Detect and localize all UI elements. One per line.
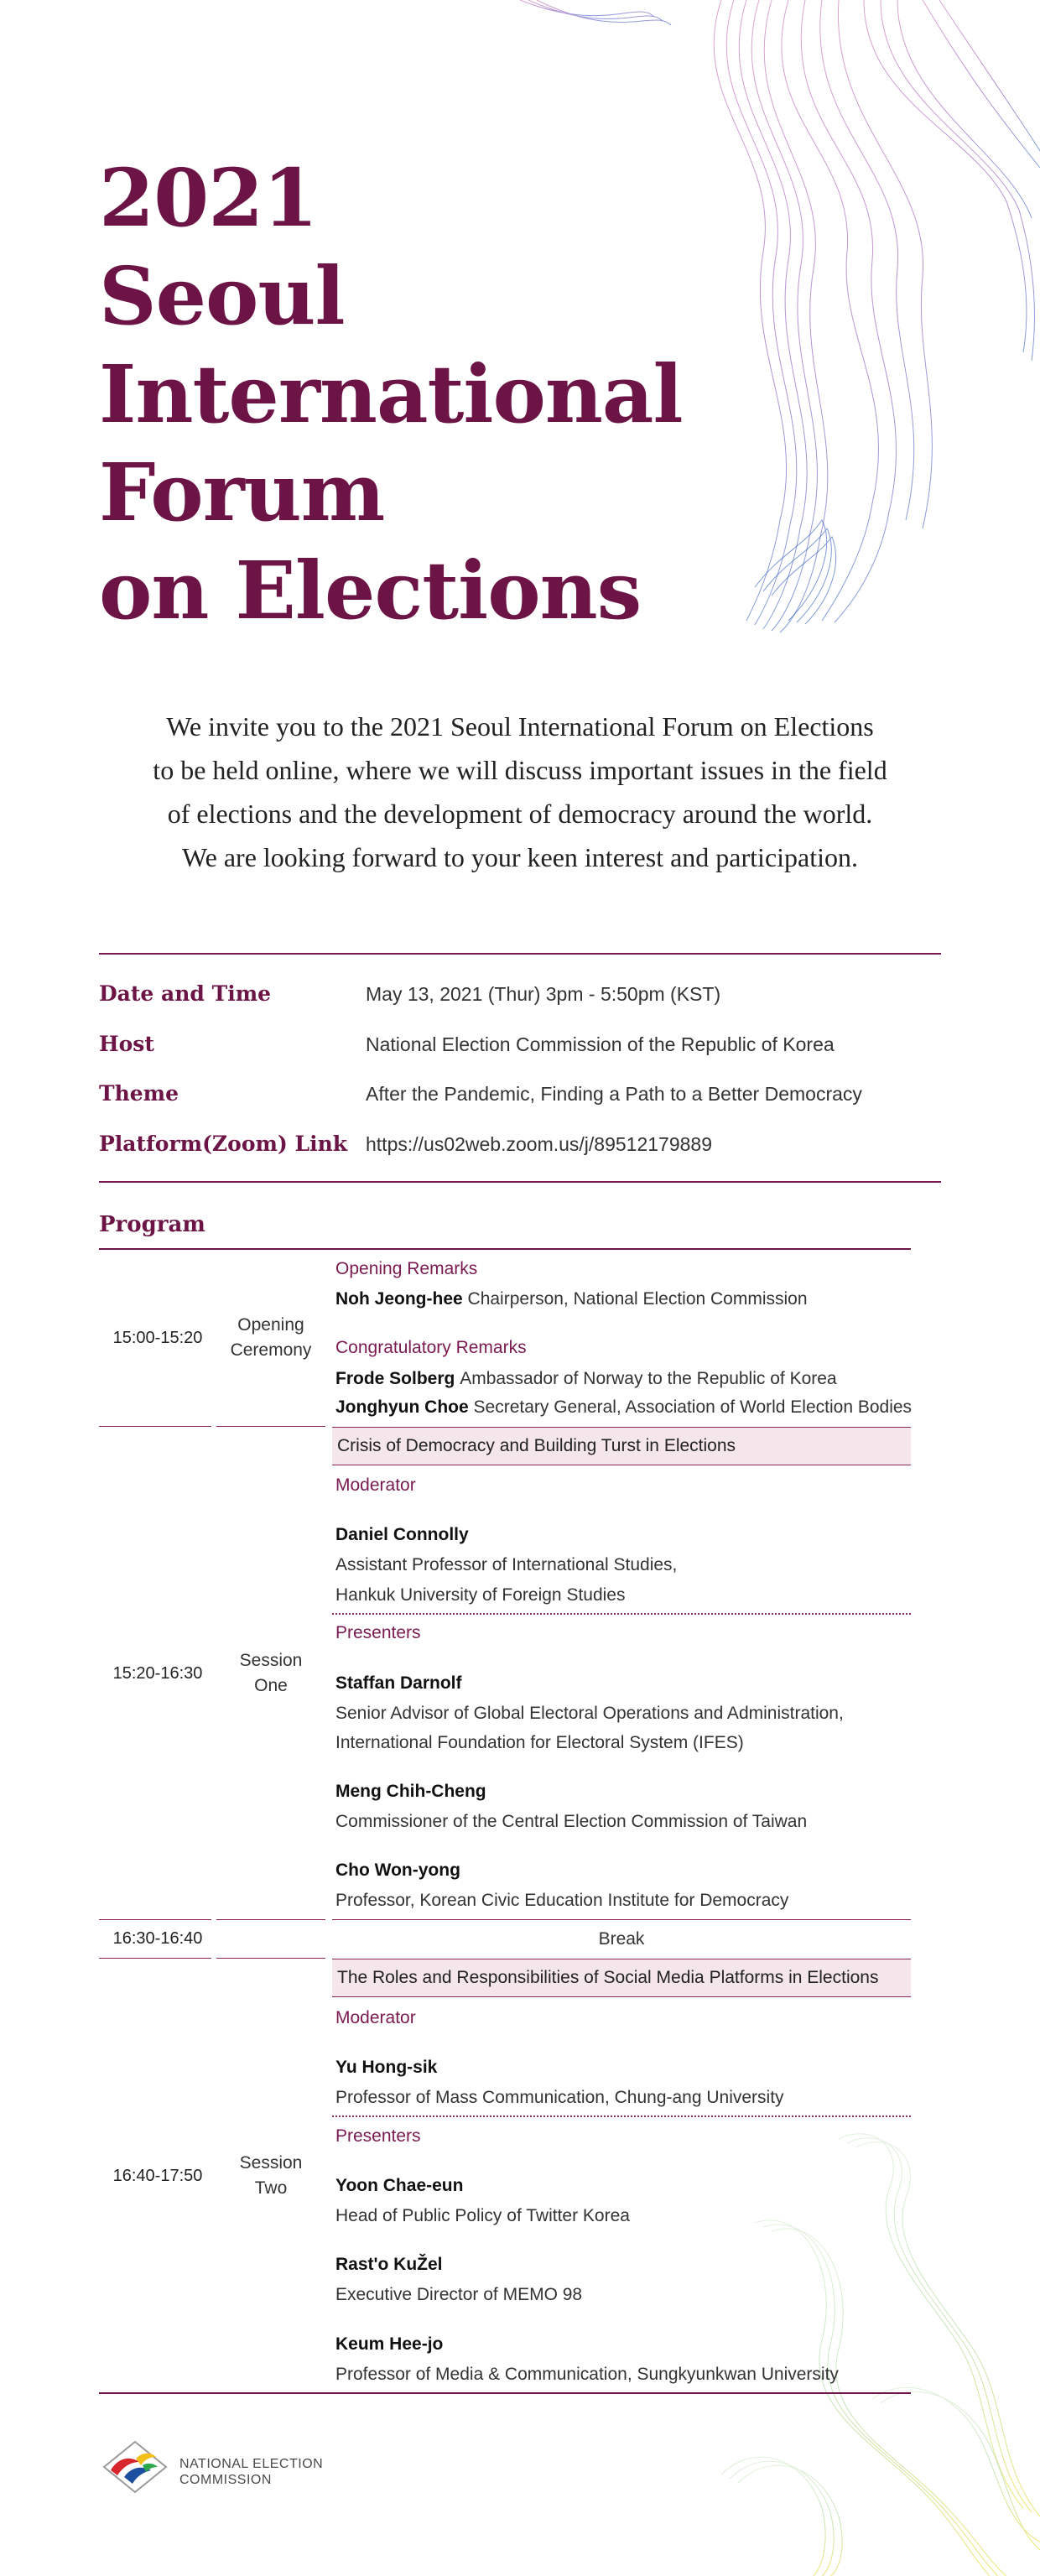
session-two-title-bar — [332, 1959, 911, 1997]
speaker-name: Cho Won-yong — [335, 1860, 460, 1880]
row-divider — [216, 1919, 325, 1920]
speaker — [335, 1397, 912, 1418]
row-divider — [99, 1919, 211, 1920]
title-line: International — [99, 348, 683, 441]
row-divider — [99, 1426, 211, 1427]
time-slot: 15:00-15:20 — [112, 1329, 203, 1347]
info-label: Theme — [99, 1081, 179, 1106]
speaker-name: Yu Hong-sik — [335, 2058, 438, 2077]
invitation-text — [101, 705, 939, 879]
session-name-line: One — [254, 1676, 288, 1695]
section-label: Moderator — [335, 2008, 416, 2027]
section-label: Presenters — [335, 1623, 421, 1642]
speaker-name: Noh Jeong-hee — [335, 1289, 463, 1309]
session-name-line: Ceremony — [230, 1340, 312, 1360]
speaker-name: Yoon Chae-eun — [335, 2176, 464, 2195]
info-row-zoom-link — [99, 1132, 938, 1165]
speaker-role: Secretary General, Association of World Election Bodies — [473, 1397, 913, 1417]
info-label: Date and Time — [99, 981, 272, 1006]
speaker-name: Keum Hee-jo — [335, 2334, 444, 2354]
invitation-line: We are looking forward to your keen interest and participation. — [181, 842, 859, 872]
row-divider — [216, 1426, 325, 1427]
info-row-theme — [99, 1081, 938, 1115]
speaker-role: Professor of Media & Communication, Sungkyunkwan University — [335, 2365, 839, 2384]
nec-logo — [99, 2433, 351, 2500]
speaker-name: Staffan Darnolf — [335, 1673, 462, 1693]
row-divider — [99, 1958, 211, 1959]
program-heading: Program — [99, 1212, 205, 1237]
title-line: on Elections — [99, 544, 642, 637]
speaker-name: Frode Solberg — [335, 1369, 455, 1388]
speaker-name: Daniel Connolly — [335, 1525, 469, 1544]
dotted-divider — [332, 2115, 911, 2117]
program-bottom-rule — [99, 2392, 911, 2394]
speaker-role: International Foundation for Electoral System (IFES) — [335, 1733, 744, 1752]
dotted-divider — [332, 1613, 911, 1615]
info-row-host — [99, 1032, 938, 1065]
speaker-role: Head of Public Policy of Twitter Korea — [335, 2206, 630, 2225]
logo-text-line: NATIONAL ELECTION — [179, 2457, 324, 2471]
time-slot: 16:40-17:50 — [112, 2167, 203, 2185]
time-slot: 15:20-16:30 — [112, 1664, 203, 1683]
speaker-name: Meng Chih-Cheng — [335, 1782, 486, 1801]
row-divider — [216, 1958, 325, 1959]
info-label: Host — [99, 1032, 154, 1056]
yellow-ribbon-decoration — [705, 2122, 1040, 2576]
info-value: After the Pandemic, Finding a Path to a Better Democracy — [366, 1083, 862, 1105]
logo-text — [179, 2456, 323, 2488]
session-one-title-bar — [332, 1427, 911, 1465]
section-label: Moderator — [335, 1475, 416, 1495]
info-value: National Election Commission of the Republic of Korea — [366, 1033, 835, 1055]
session-name — [216, 2151, 325, 2201]
speaker-role: Executive Director of MEMO 98 — [335, 2285, 583, 2304]
nec-logo-icon — [99, 2437, 171, 2495]
row-divider — [332, 1919, 911, 1920]
section-label: Opening Remarks — [335, 1259, 478, 1278]
session-title: Crisis of Democracy and Building Turst in Elections — [337, 1436, 736, 1455]
session-name — [216, 1313, 325, 1363]
speaker-role: Senior Advisor of Global Electoral Operations and Administration, — [335, 1704, 844, 1723]
speaker-role: Assistant Professor of International Studies, — [335, 1555, 678, 1574]
session-name-line: Two — [254, 2178, 288, 2198]
speaker-role: Professor, Korean Civic Education Institute for Democracy — [335, 1891, 789, 1910]
invitation-line: We invite you to the 2021 Seoul International Forum on Elections — [166, 711, 874, 742]
break-label: Break — [598, 1929, 645, 1949]
speaker-role: Professor of Mass Communication, Chung-ang University — [335, 2088, 784, 2107]
info-row-date — [99, 981, 938, 1015]
invitation-line: of elections and the development of democracy around the world. — [167, 799, 873, 829]
session-name-line: Session — [239, 2153, 303, 2173]
forum-title — [99, 149, 683, 640]
title-line: Seoul — [99, 250, 345, 343]
info-label: Platform(Zoom) Link — [99, 1132, 348, 1156]
session-name-line: Opening — [237, 1315, 304, 1335]
section-label: Presenters — [335, 2126, 421, 2146]
time-slot: 16:30-16:40 — [112, 1929, 203, 1948]
title-line: Forum — [99, 446, 385, 539]
info-bottom-divider — [99, 1181, 941, 1183]
speaker-name: Rast'o KuŽel — [335, 2255, 443, 2274]
session-name-line: Session — [239, 1651, 303, 1670]
info-value: May 13, 2021 (Thur) 3pm - 5:50pm (KST) — [366, 983, 721, 1005]
invitation-line: to be held online, where we will discuss important issues in the field — [153, 755, 887, 785]
logo-text-line: COMMISSION — [179, 2473, 272, 2487]
speaker — [335, 1289, 808, 1309]
zoom-link[interactable]: https://us02web.zoom.us/j/89512179889 — [366, 1133, 713, 1155]
speaker-role: Ambassador of Norway to the Republic of Korea — [460, 1369, 837, 1388]
section-label: Congratulatory Remarks — [335, 1338, 527, 1357]
title-line: 2021 — [99, 152, 318, 245]
speaker-role: Hankuk University of Foreign Studies — [335, 1585, 626, 1605]
program-top-rule — [99, 1248, 911, 1250]
session-title: The Roles and Responsibilities of Social Media Platforms in Elections — [337, 1968, 879, 1987]
session-name — [216, 1648, 325, 1699]
speaker-role: Chairperson, National Election Commission — [467, 1289, 808, 1309]
info-top-divider — [99, 953, 941, 955]
speaker-role: Commissioner of the Central Election Commission of Taiwan — [335, 1812, 808, 1831]
speaker — [335, 1369, 837, 1389]
speaker-name: Jonghyun Choe — [335, 1397, 469, 1417]
